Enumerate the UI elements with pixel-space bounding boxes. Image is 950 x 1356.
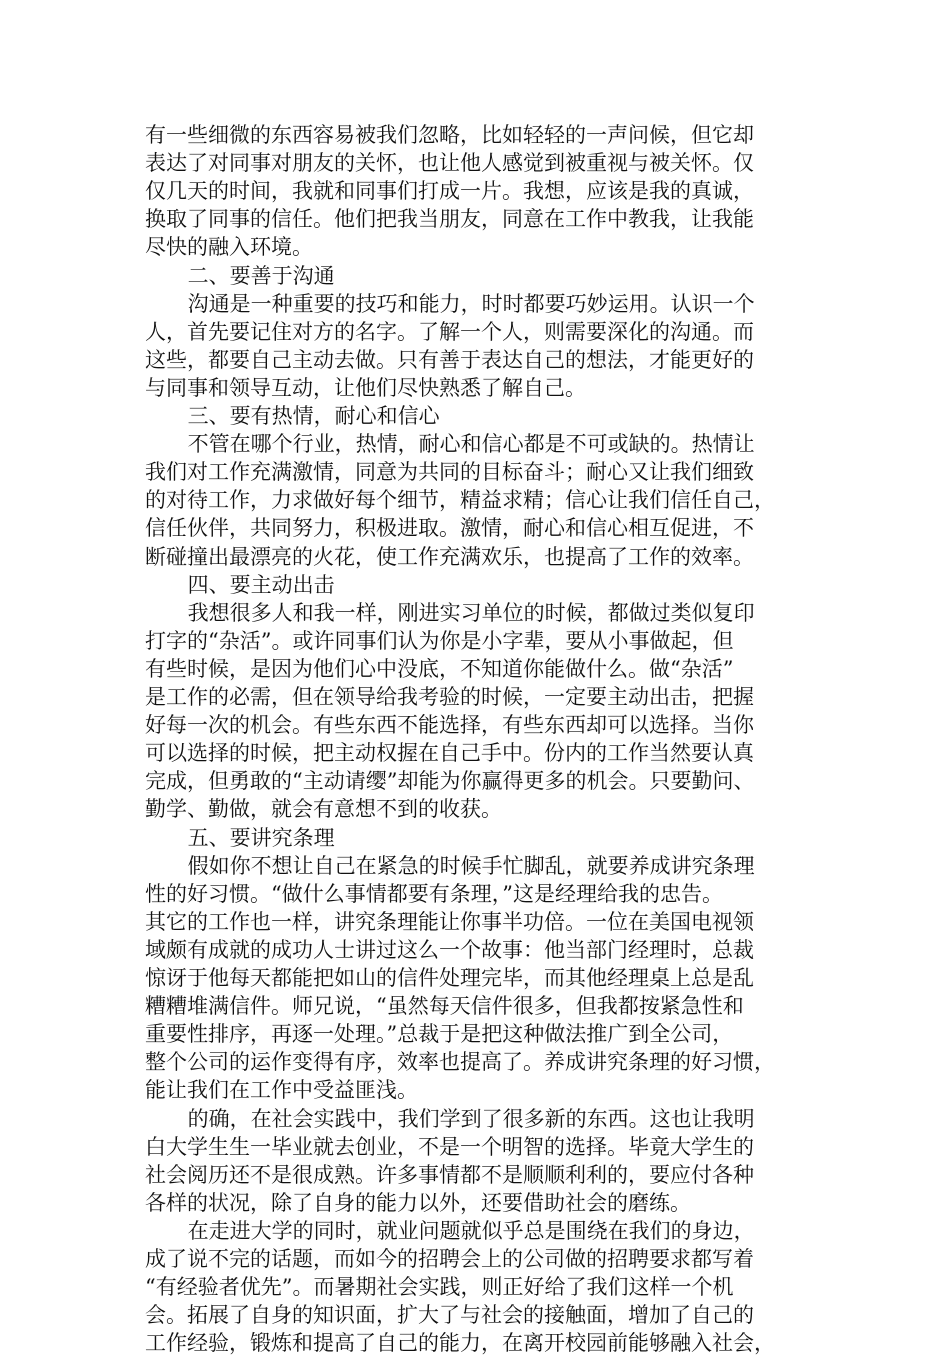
body-text-line: 勤学、勤做，就会有意想不到的收获。 — [145, 797, 502, 822]
body-text-line: “有经验者优先”。而暑期社会实践，则正好给了我们这样一个机 — [145, 1275, 734, 1300]
body-text-line: 这些，都要自己主动去做。只有善于表达自己的想法，才能更好的 — [145, 347, 754, 372]
body-text-line: 仅几天的时间，我就和同事们打成一片。我想，应该是我的真诚， — [145, 179, 754, 204]
body-text-line: 成了说不完的话题，而如今的招聘会上的公司做的招聘要求都写着 — [145, 1247, 754, 1271]
body-text-line: 各样的状况，除了自身的能力以外，还要借助社会的磨练。 — [145, 1190, 691, 1215]
body-text-line: 白大学生生一毕业就去创业，不是一个明智的选择。毕竟大学生的 — [145, 1134, 754, 1159]
body-text-line: 与同事和领导互动，让他们尽快熟悉了解自己。 — [145, 375, 586, 400]
body-text-line: 域颇有成就的成功人士讲过这么一个故事：他当部门经理时，总裁 — [145, 937, 754, 962]
body-text-line: 完成，但勇敢的“主动请缨”却能为你赢得更多的机会。只要勤问、 — [145, 769, 755, 794]
body-text-line: 断碰撞出最漂亮的火花，使工作充满欢乐，也提高了工作的效率。 — [145, 544, 754, 569]
section-heading: 三、要有热情，耐心和信心 — [187, 404, 440, 428]
body-text-line: 整个公司的运作变得有序，效率也提高了。养成讲究条理的好习惯， — [145, 1050, 775, 1075]
body-text-line: 尽快的融入环境。 — [145, 235, 313, 260]
body-text-line: 表达了对同事对朋友的关怀，也让他人感觉到被重视与被关怀。仅 — [145, 151, 754, 176]
body-text-line: 信任伙伴，共同努力，积极进取。激情，耐心和信心相互促进，不 — [145, 516, 754, 541]
body-text-line: 有些时候，是因为他们心中没底，不知道你能做什么。做“杂活” — [145, 656, 734, 681]
body-text-line: 工作经验，锻炼和提高了自己的能力，在离开校园前能够融入社会， — [145, 1331, 775, 1356]
section-heading: 四、要主动出击 — [187, 572, 335, 597]
body-text-line: 打字的“杂活”。或许同事们认为你是小字辈，要从小事做起，但 — [145, 628, 734, 653]
body-text-line: 不管在哪个行业，热情，耐心和信心都是不可或缺的。热情让 — [187, 432, 755, 457]
body-text-line: 会。拓展了自身的知识面，扩大了与社会的接触面，增加了自己的 — [145, 1303, 754, 1328]
body-text-line: 重要性排序，再逐一处理。”总裁于是把这种做法推广到全公司， — [145, 1022, 734, 1047]
body-text-line: 好每一次的机会。有些东西不能选择，有些东西却可以选择。当你 — [145, 713, 754, 738]
body-text-line: 沟通是一种重要的技巧和能力，时时都要巧妙运用。认识一个 — [187, 291, 755, 316]
body-text-line: 可以选择的时候，把主动权握在自己手中。份内的工作当然要认真 — [145, 741, 754, 766]
body-text-line: 的确，在社会实践中，我们学到了很多新的东西。这也让我明 — [187, 1106, 755, 1131]
body-text-line: 社会阅历还不是很成熟。许多事情都不是顺顺利利的，要应付各种 — [145, 1162, 754, 1187]
body-text-line: 在走进大学的同时，就业问题就似乎总是围绕在我们的身边， — [187, 1218, 755, 1243]
body-text-line: 糟糟堆满信件。师兄说，“虽然每天信件很多，但我都按紧急性和 — [145, 994, 744, 1019]
section-heading: 二、要善于沟通 — [187, 263, 335, 288]
body-text-line: 其它的工作也一样，讲究条理能让你事半功倍。一位在美国电视领 — [145, 909, 754, 934]
body-text-line: 是工作的必需，但在领导给我考验的时候，一定要主动出击，把握 — [145, 685, 754, 709]
body-text-line: 假如你不想让自己在紧急的时候手忙脚乱，就要养成讲究条理 — [187, 853, 755, 878]
body-text-line: 换取了同事的信任。他们把我当朋友，同意在工作中教我，让我能 — [145, 207, 754, 232]
body-text-line: 能让我们在工作中受益匪浅。 — [145, 1078, 418, 1103]
body-text-line: 人，首先要记住对方的名字。了解一个人，则需要深化的沟通。而 — [145, 319, 754, 344]
body-text-line: 我们对工作充满激情，同意为共同的目标奋斗；耐心又让我们细致 — [145, 460, 754, 485]
body-text-line: 我想很多人和我一样，刚进实习单位的时候，都做过类似复印 — [187, 600, 755, 625]
body-text-line: 性的好习惯。“做什么事情都要有条理，”这是经理给我的忠告。 — [145, 881, 723, 906]
body-text-line: 的对待工作，力求做好每个细节，精益求精；信心让我们信任自己， — [145, 488, 775, 513]
section-heading: 五、要讲究条理 — [187, 825, 335, 850]
body-text-line: 有一些细微的东西容易被我们忽略，比如轻轻的一声问候，但它却 — [145, 123, 754, 147]
body-text-line: 惊讶于他每天都能把如山的信件处理完毕，而其他经理桌上总是乱 — [145, 966, 754, 990]
